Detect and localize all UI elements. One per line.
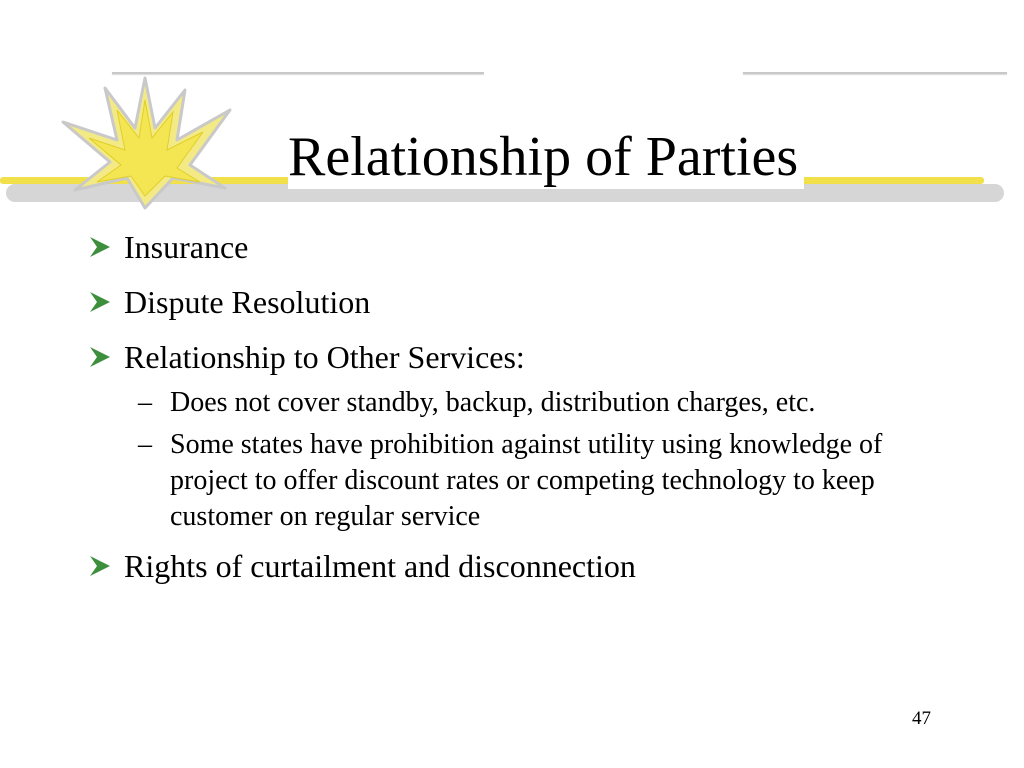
- list-item-text: Dispute Resolution: [124, 284, 371, 320]
- sub-item-text: Some states have prohibition against utility using knowledge of project to offer discount rates or competing technology to keep customer on regular service: [170, 429, 883, 532]
- arrow-bullet-icon: [88, 228, 124, 264]
- slide-title: Relationship of Parties: [288, 125, 804, 189]
- sub-marker: –: [138, 387, 152, 418]
- list-item-text: Insurance: [124, 229, 249, 265]
- sub-marker: –: [138, 429, 152, 460]
- arrow-bullet-icon: [88, 338, 124, 374]
- list-item: [88, 338, 938, 376]
- sub-item: [138, 427, 938, 535]
- arrow-bullet-icon: [88, 283, 124, 319]
- arrow-bullet-icon: [88, 547, 124, 583]
- list-item: [88, 228, 938, 266]
- sub-item: [138, 385, 938, 421]
- bullet-list: [88, 228, 938, 602]
- list-item-text: Rights of curtailment and disconnection: [124, 548, 636, 584]
- starburst-icon: [55, 70, 235, 210]
- list-item-text: Relationship to Other Services:: [124, 339, 525, 375]
- header-line-right: [743, 72, 1007, 74]
- list-item: [88, 547, 938, 585]
- page-number: 47: [912, 708, 931, 729]
- sub-item-text: Does not cover standby, backup, distribution charges, etc.: [170, 387, 816, 418]
- list-item: [88, 283, 938, 321]
